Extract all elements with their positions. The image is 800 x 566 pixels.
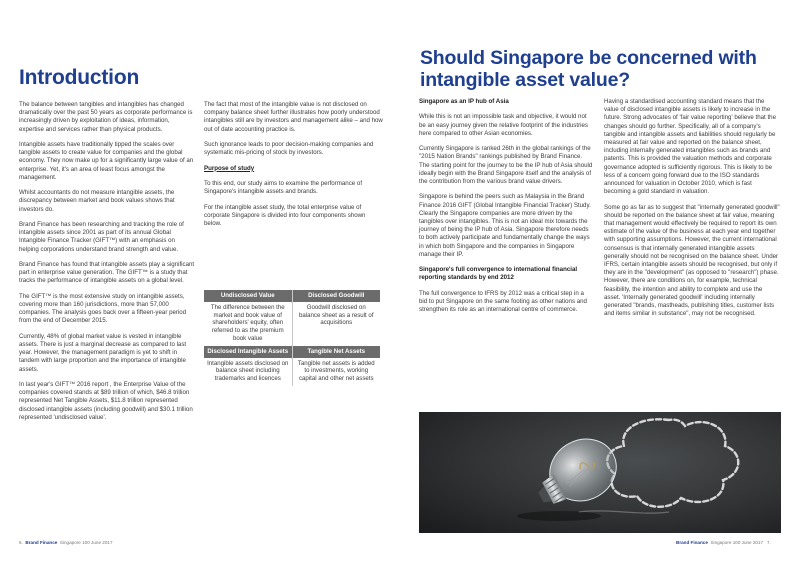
table-cell: The difference between the market and book value of shareholders' equity, often referred to as the premium book value (204, 302, 292, 346)
lightbulb-illustration (419, 412, 781, 533)
paragraph: While this is not an impossible task and objective, it would not be an easy journey given the relative footprint of the industries here compared to other Asian economies. (419, 113, 588, 137)
paragraph: The fact that most of the intangible value is not disclosed on company balance sheet further illustrates how poorly understood intangibles still are by investors and management alike – and how out of date accounting practice is. (204, 101, 383, 133)
footer-brand: Brand Finance (25, 540, 58, 545)
page-title: Should Singapore be concerned with intangible asset value? (420, 47, 757, 91)
paragraph: Brand Finance has found that intangible assets play a significant part in enterprise value generation. The GIFT™ is a study that tracks the performance of intangible assets on a global level. (19, 261, 195, 285)
page-number: 6. (19, 540, 23, 545)
page-number: 7. (766, 540, 771, 545)
paragraph: Singapore is behind the peers such as Malaysia in the Brand Finance 2016 GIFT (Global Intangible Financial Tracker) Study. Clearly the Singapore companies are more driven by the tangibles over intangibles. This is not an ideal mix towards the journey of being the IP hub of Asia. Singapore therefore needs to both actively participate and fundamentally change the ways in which both Singapore and the companies in Singapore manage their IP. (419, 193, 591, 258)
asset-components-table (204, 290, 380, 386)
paragraph: For the intangible asset study, the total enterprise value of corporate Singapore is divided into four components shown below. (204, 203, 366, 227)
paragraph: Brand Finance has been researching and tracking the role of intangible assets since 2001 as part of its annual Global Intangible Finance Tracker (GIFT™) with an emphasis on helping corporations understand brand strength and value. (19, 221, 184, 253)
table-cell: Intangible assets disclosed on balance sheet including trademarks and licences (204, 358, 292, 386)
paragraph: Currently, 48% of global market value is vested in intangible assets. There is just a marginal decrease as compared to last year. However, the management paradigm is yet to shift in tandem with large proportion and the importance of intangible assets. (19, 332, 187, 373)
section-heading: Purpose of study (204, 164, 255, 172)
page-title: Introduction (19, 66, 140, 89)
paragraph: Whilst accountants do not measure intangible assets, the discrepancy between market and book values shows that investors do. (19, 189, 175, 213)
table-header-cell: Disclosed Goodwill (292, 290, 380, 302)
paragraph: The full convergence to IFRS by 2012 was a critical step in a bid to put Singapore on the same footing as other nations and strengthen its role as an international centre of commerce. (419, 289, 587, 314)
left-column-1 (19, 101, 195, 429)
table-header-cell: Disclosed Intangible Assets (204, 346, 292, 358)
footer-brand: Brand Finance (676, 540, 708, 545)
paragraph: Intangible assets have traditionally tipped the scales over tangible assets to create value for companies and the global economy. They now make up for a significantly large value of an enterprise. Yet, it's an area of least focus amongst the management. (19, 141, 194, 181)
footer-report: Singapore 100 June 2017 (710, 540, 764, 545)
section-heading: Singapore as an IP hub of Asia (419, 98, 509, 105)
paragraph: Such ignorance leads to poor decision-making companies and systematic mis-pricing of stock by investors. (204, 141, 374, 157)
lightbulb-chalkboard-photo (419, 412, 781, 533)
paragraph: In last year's GIFT™ 2016 report , the Enterprise Value of the companies covered stands at $89 trillion of which, $46.8 trillion represented Net Tangible Assets, $11.8 trillion represented disclosed intangible assets (including goodwill) and $30.1 trillion represented 'undisclosed value'. (19, 381, 193, 421)
right-column-2 (604, 98, 780, 326)
table-cell: Goodwill disclosed on balance sheet as a result of acquisitions (298, 303, 374, 327)
paragraph: The GIFT™ is the most extensive study on intangible assets, covering more than 160 jurisdictions, more than 57,000 companies. The analysis goes back over a fifteen-year period from the end of December 2015. (19, 292, 187, 325)
page-footer (676, 540, 771, 545)
paragraph: The balance between tangibles and intangibles has changed dramatically over the past 50 years as corporate performance is increasingly driven by exploitation of ideas, information, expertise and services rather than physical products. (19, 101, 193, 133)
section-heading: Singapore's full convergence to international financial reporting standards by end 2012 (419, 266, 578, 282)
paragraph: Having a standardised accounting standard means that the value of disclosed intangible assets is likely to increase in the future. Strong advocates of 'fair value reporting' believe that the changes should go further. Specifically, all of a company's tangible and intangible assets and liabilities should regularly be measured at fair value and reported on the balance sheet, including internally generated intangibles such as brands and patents. This is provided the valuation methods and corporate governance adopted is sufficiently rigorous. This is likely to be less of a concern going forward due to the ISO standards announced for valuation in October 2010, which is fast becoming a gold standard in valuation. (604, 98, 776, 196)
paragraph: Some go as far as to suggest that "internally generated goodwill" should be reported on the balance sheet at fair value, meaning that management would effectively be required to report its own estimate of the value of the business at each year end together with supporting assumptions. However, the current international consensus is that internally generated intangible assets generally should not be recognised on the balance sheet. Under IFRS, certain intangible assets should be recognised, but only if they are in the "development" (as opposed to "research") phase. However, there are conditions on, for example, technical feasibility, the intention and ability to complete and use the asset. 'Internally generated goodwill' including internally generated "brands, mastheads, publishing titles, customer lists and items similar in substance", may not be recognised. (604, 203, 780, 318)
paragraph: To this end, our study aims to examine the performance of Singapore's intangible assets and brands. (204, 179, 363, 196)
page-footer (19, 540, 113, 545)
right-column-1 (419, 98, 593, 322)
table-header-cell: Tangible Net Assets (292, 346, 380, 358)
paragraph: Currently Singapore is ranked 26th in the global rankings of the "2015 Nation Brands" rankings published by Brand Finance. The starting point for the journey to be the IP hub of Asia should ideally begin with the Brand Singapore itself and the analysis of the contribution from the various brand value drivers. (419, 145, 593, 185)
table-header-cell: Undisclosed Value (204, 290, 292, 302)
right-page (400, 0, 800, 566)
table-cell: Tangible net assets is added to investments, working capital and other net assets (297, 359, 375, 383)
footer-report: Singapore 100 June 2017 (59, 540, 113, 545)
left-column-2 (204, 101, 383, 235)
